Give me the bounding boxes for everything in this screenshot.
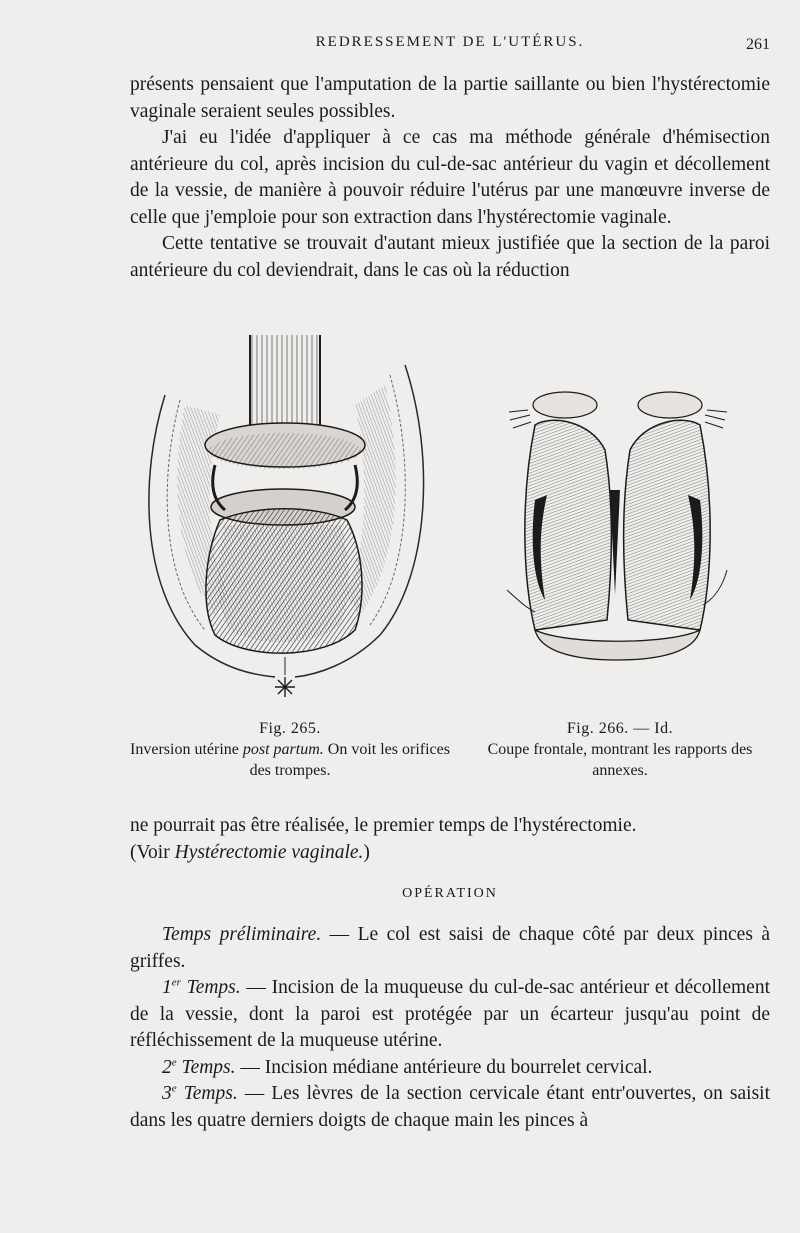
- step-label: Temps préliminaire.: [162, 924, 322, 945]
- step-number: 1: [162, 977, 172, 998]
- voir-text: (Voir: [130, 841, 175, 863]
- text-block-middle: [130, 813, 770, 866]
- step-text: — Le col est saisi de chaque côté par deux pinces à griffes.: [130, 924, 771, 972]
- step-sup: e: [171, 1082, 177, 1095]
- step-label: Temps.: [176, 1083, 238, 1104]
- paragraph-attempt: Cette tentative se trouvait d'autant mieux justifiée que la section de la paroi antérieure du col deviendrait, dans le cas où la réduction: [130, 233, 770, 281]
- step-text: — Les lèvres de la section cervicale étant entr'ouvertes, on saisit dans les quatre derniers doigts de chaque main les pinces à: [130, 1083, 770, 1131]
- voir-italic: Hystérectomie vaginale.: [174, 841, 364, 863]
- page-number: 261: [746, 36, 770, 53]
- step-label: Temps.: [176, 1056, 236, 1078]
- figure-265-illustration: [135, 325, 435, 715]
- step-text: — Incision de la muqueuse du cul-de-sac antérieur et décollement de la vessie, dont la paroi est protégée par un écarteur jusqu'au point de réfléchissement de la muqueuse utérine.: [130, 977, 770, 1051]
- step-number: 2: [162, 1056, 172, 1078]
- step-2: [130, 1055, 770, 1082]
- step-text: — Incision médiane antérieure du bourrelet cervical.: [235, 1056, 653, 1078]
- conclusion-text: ne pourrait pas être réalisée, le premier temps de l'hystérectomie.: [130, 815, 637, 836]
- section-heading: OPÉRATION: [402, 886, 498, 901]
- step-preliminary: [130, 922, 770, 975]
- figure-266-caption: Coupe frontale, montrant les rapports des annexes.: [487, 741, 753, 779]
- text-block-top: [130, 72, 770, 284]
- step-label: Temps.: [180, 977, 241, 998]
- figure-265-label: Fig. 265.: [259, 720, 321, 737]
- step-sup: e: [171, 1056, 177, 1068]
- step-1: [130, 975, 770, 1055]
- paragraph-continued: présents pensaient que l'amputation de la partie saillante ou bien l'hystérectomie vaginale seraient seules possibles.: [130, 74, 770, 122]
- step-sup: er: [171, 976, 181, 989]
- step-number: 3: [162, 1083, 172, 1104]
- figure-265-caption: [125, 739, 455, 781]
- running-head: REDRESSEMENT DE L'UTÉRUS.: [315, 34, 585, 50]
- caption-figure-265: [125, 718, 455, 781]
- paragraph-method: J'ai eu l'idée d'appliquer à ce cas ma méthode générale d'hémisection antérieure du col, après incision du cul-de-sac antérieur du vagin et décollement de la vessie, de manière à pouvoir réduire l'utérus par une manœuvre inverse de celle que j'emploie pour son extraction dans l'hystérectomie vaginale.: [130, 127, 770, 228]
- text-block-operation: [130, 922, 770, 1134]
- caption-text: Inversion utérine: [130, 741, 243, 758]
- figure-266-label: Fig. 266. — Id.: [566, 720, 674, 737]
- voir-text: ): [363, 841, 370, 863]
- paragraph-conclusion: [130, 813, 770, 866]
- caption-italic: post partum.: [242, 741, 324, 758]
- caption-figure-266: [460, 718, 780, 781]
- figure-266-illustration: [495, 380, 745, 670]
- caption-text: On voit les orifices des trompes.: [249, 741, 450, 779]
- step-3: [130, 1081, 770, 1134]
